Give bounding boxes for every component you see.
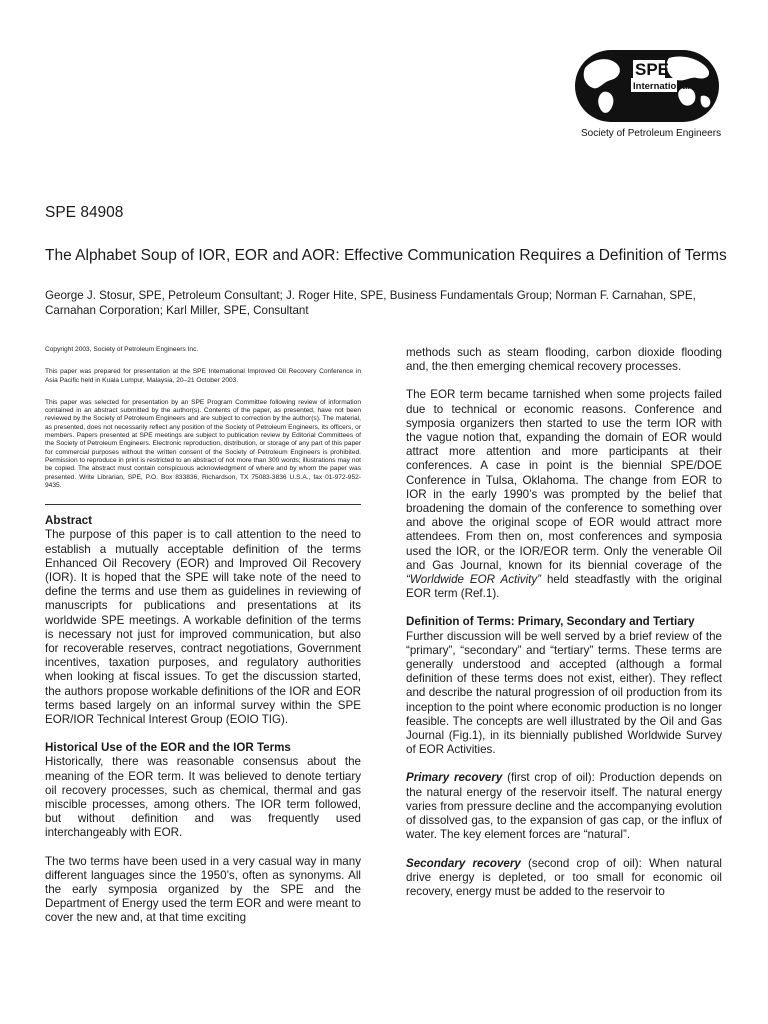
continued-paragraph: methods such as steam flooding, carbon dioxide flooding and, the then emerging chemical recovery processes. <box>406 346 722 374</box>
secondary-recovery-paragraph <box>406 857 722 900</box>
primary-recovery-body: (first crop of oil): Production depends on the natural energy of the reservoir itself. The natural energy varies from pressure decline and the accompanying evolution of dissolved gas, to the expansion of gas cap, or the influx of water. The key element forces are “natural”. <box>406 771 723 842</box>
conference-note: This paper was prepared for presentation at the SPE International Improved Oil Recovery Conference in Asia Pacific held in Kuala Lumpur, Malaysia, 20–21 October 2003. <box>45 368 361 384</box>
secondary-recovery-body: (second crop of oil): When natural drive energy is depleted, or too small for economic oil recovery, energy must be added to the reservoir to <box>406 856 722 898</box>
logo-international-text: International <box>633 81 691 92</box>
left-column <box>45 346 361 940</box>
primary-recovery-label: Primary recovery <box>406 771 503 785</box>
paper-title: The Alphabet Soup of IOR, EOR and AOR: Effective Communication Requires a Definition of Terms <box>45 247 727 264</box>
definition-body: Further discussion will be well served by a brief review of the “primary”, “secondary” and “tertiary” terms. These terms are generally understood and accepted (although a formal definition of these terms does not exist, either). They reflect and describe the natural progression of oil production from its inception to the point where economic production is no longer feasible. The concepts are well illustrated by the Oil and Gas Journal (Fig.1), in its biennially published Worldwide Survey of EOR Activities. <box>406 629 722 757</box>
abstract-body: The purpose of this paper is to call attention to the need to establish a mutually acceptable definition of the terms Enhanced Oil Recovery (EOR) and Improved Oil Recovery (IOR). It is hoped that the SPE will take note of the need to define the terms and use them as guidelines in reviewing of manuscripts for publications and presentations at its worldwide SPE meetings. A workable definition of the terms is necessary not just for improved communication, but also for recoverable reserves, contract negotiations, Government incentives, taxation purposes, and regulatory authorities when looking at fiscal issues. To get the discussion started, the authors propose workable definitions of the IOR and EOR terms based largely on an informal survey within the SPE EOR/IOR Technical Interest Group (EOIO TIG). <box>45 528 361 726</box>
abstract-heading: Abstract <box>45 514 93 528</box>
globe-logo-graphic <box>573 46 725 142</box>
eor-tarnished-paragraph <box>406 388 722 601</box>
abstract-section <box>45 514 361 727</box>
copyright-line: Copyright 2003, Society of Petroleum Engineers Inc. <box>45 346 199 353</box>
paper-number: SPE 84908 <box>45 204 124 221</box>
secondary-recovery-label: Secondary recovery <box>406 856 521 870</box>
historical-heading: Historical Use of the EOR and the IOR Terms <box>45 741 291 755</box>
definition-heading: Definition of Terms: Primary, Secondary and Tertiary <box>406 615 695 629</box>
primary-recovery-paragraph <box>406 771 722 842</box>
logo-spe-text: SPE <box>635 60 670 79</box>
historical-paragraph-1: Historically, there was reasonable consensus about the meaning of the EOR term. It was believed to denote tertiary oil recovery processes, such as chemical, thermal and gas miscible processes, among others. The IOR term followed, but without definition and was frequently used interchangeably with EOR. <box>45 755 361 840</box>
copyright-notice <box>45 346 361 490</box>
copyright-divider <box>45 504 361 505</box>
author-list: George J. Stosur, SPE, Petroleum Consultant; J. Roger Hite, SPE, Business Fundamentals Group; Norman F. Carnahan, SPE, Carnahan Corporation; Karl Miller, SPE, Consultant <box>45 289 696 317</box>
eor-tarnished-text-a: The EOR term became tarnished when some projects failed due to technical or economic reasons. Conference and symposia organizers then started to use the term IOR with the vague notion that, expanding the domain of EOR would attract more attention and more participants at their conferences. A case in point is the biennial SPE/DOE Conference in Tulsa, Oklahoma. The change from EOR to IOR in the early 1990’s was prompted by the belief that broadening the domain of the conference to something over and above the original scope of EOR would attract more attendees. From then on, most conferences and symposia used the IOR, or the IOR/EOR term. Only the venerable Oil and Gas Journal, known for its biennial coverage of the <box>406 388 722 572</box>
spe-logo <box>573 46 725 142</box>
review-disclaimer: This paper was selected for presentation by an SPE Program Committee following review of information contained in an abstract submitted by the author(s). Contents of the paper, as presented, have not been reviewed by the Society of Petroleum Engineers and are subject to correction by the author(s). The material, as presented, does not necessarily reflect any position of the Society of Petroleum Engineers, its officers, or members. Papers presented at SPE meetings are subject to publication review by Editorial Committees of the Society of Petroleum Engineers. Electronic reproduction, distribution, or storage of any part of this paper for commercial purposes without the written consent of the Society of Petroleum Engineers is prohibited. Permission to reproduce in print is restricted to an abstract of not more than 300 words; illustrations may not be copied. The abstract must contain conspicuous acknowledgment of where and by whom the paper was presented. Write Librarian, SPE, P.O. Box 833836, Richardson, TX 75083-3836 U.S.A., fax 01-972-952-9435. <box>45 398 361 489</box>
historical-paragraph-2: The two terms have been used in a very casual way in many different languages since the 1950’s, often as synonyms. All the early symposia organized by the SPE and the Department of Energy used the term EOR and were meant to cover the new and, at that time exciting <box>45 854 361 925</box>
worldwide-eor-activity: “Worldwide EOR Activity” <box>406 573 542 587</box>
eor-tarnished-text-b: held steadfastly with the original EOR term (Ref.1). <box>406 573 722 601</box>
right-column <box>406 346 722 913</box>
logo-society-text: Society of Petroleum Engineers <box>581 128 722 139</box>
historical-section <box>45 741 361 840</box>
definition-section <box>406 615 722 757</box>
